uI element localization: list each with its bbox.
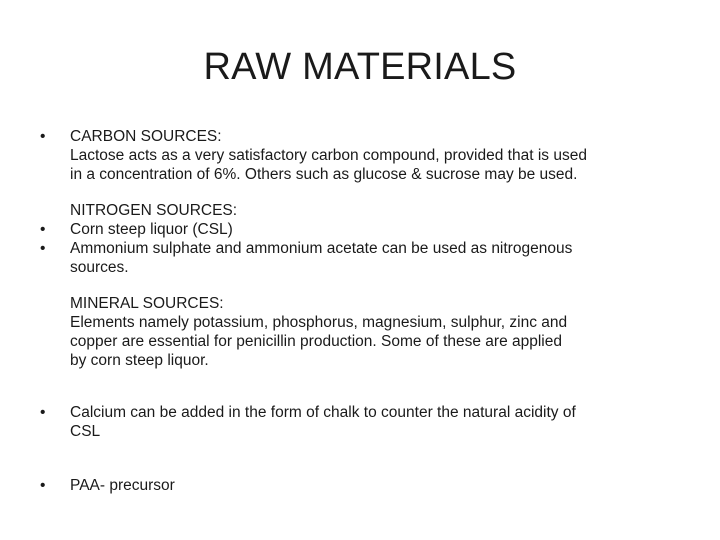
calcium-keyword: Calcium <box>70 404 126 421</box>
mineral-heading: MINERAL SOURCES: <box>70 295 224 312</box>
paa-keyword: PAA- <box>70 477 106 494</box>
carbon-text: in a concentration of 6%. Others such as glucose & sucrose may be used. <box>70 166 578 183</box>
carbon-heading: CARBON SOURCES: <box>70 128 222 145</box>
paa-text: precursor <box>105 477 175 494</box>
carbon-heading-line <box>36 127 696 146</box>
bullet-icon: • <box>40 404 46 421</box>
bullet-icon: • <box>40 221 46 238</box>
mineral-heading-line <box>36 294 696 313</box>
nitrogen-item-text: Corn steep liquor (CSL) <box>70 221 233 238</box>
slide-title: RAW MATERIALS <box>203 46 517 88</box>
slide-content <box>36 127 696 495</box>
nitrogen-item <box>36 239 696 258</box>
bullet-icon: • <box>40 128 46 145</box>
carbon-text-line <box>36 146 696 165</box>
bullet-icon: • <box>40 477 46 494</box>
calcium-line <box>36 403 696 422</box>
nitrogen-item-continued <box>36 258 696 277</box>
carbon-text: Lactose acts as a very satisfactory carbon compound, provided that is used <box>70 147 587 164</box>
mineral-text-line <box>36 351 696 370</box>
calcium-text: can be added in the form of chalk to counter the natural acidity of <box>125 404 576 421</box>
carbon-text-line <box>36 165 696 184</box>
calcium-text: CSL <box>70 423 101 440</box>
mineral-text-line <box>36 313 696 332</box>
nitrogen-item-text: Ammonium sulphate and ammonium acetate can be used as nitrogenous <box>70 240 573 257</box>
mineral-text: by corn steep liquor. <box>70 352 209 369</box>
mineral-text-line <box>36 332 696 351</box>
bullet-icon: • <box>40 240 46 257</box>
mineral-text: copper are essential for penicillin production. Some of these are applied <box>70 333 562 350</box>
nitrogen-item-text: sources. <box>70 259 129 276</box>
nitrogen-item <box>36 220 696 239</box>
calcium-line-continued <box>36 422 696 441</box>
paa-line <box>36 476 696 495</box>
nitrogen-heading-line <box>36 201 696 220</box>
mineral-text: Elements namely potassium, phosphorus, magnesium, sulphur, zinc and <box>70 314 568 331</box>
nitrogen-heading: NITROGEN SOURCES: <box>70 202 238 219</box>
